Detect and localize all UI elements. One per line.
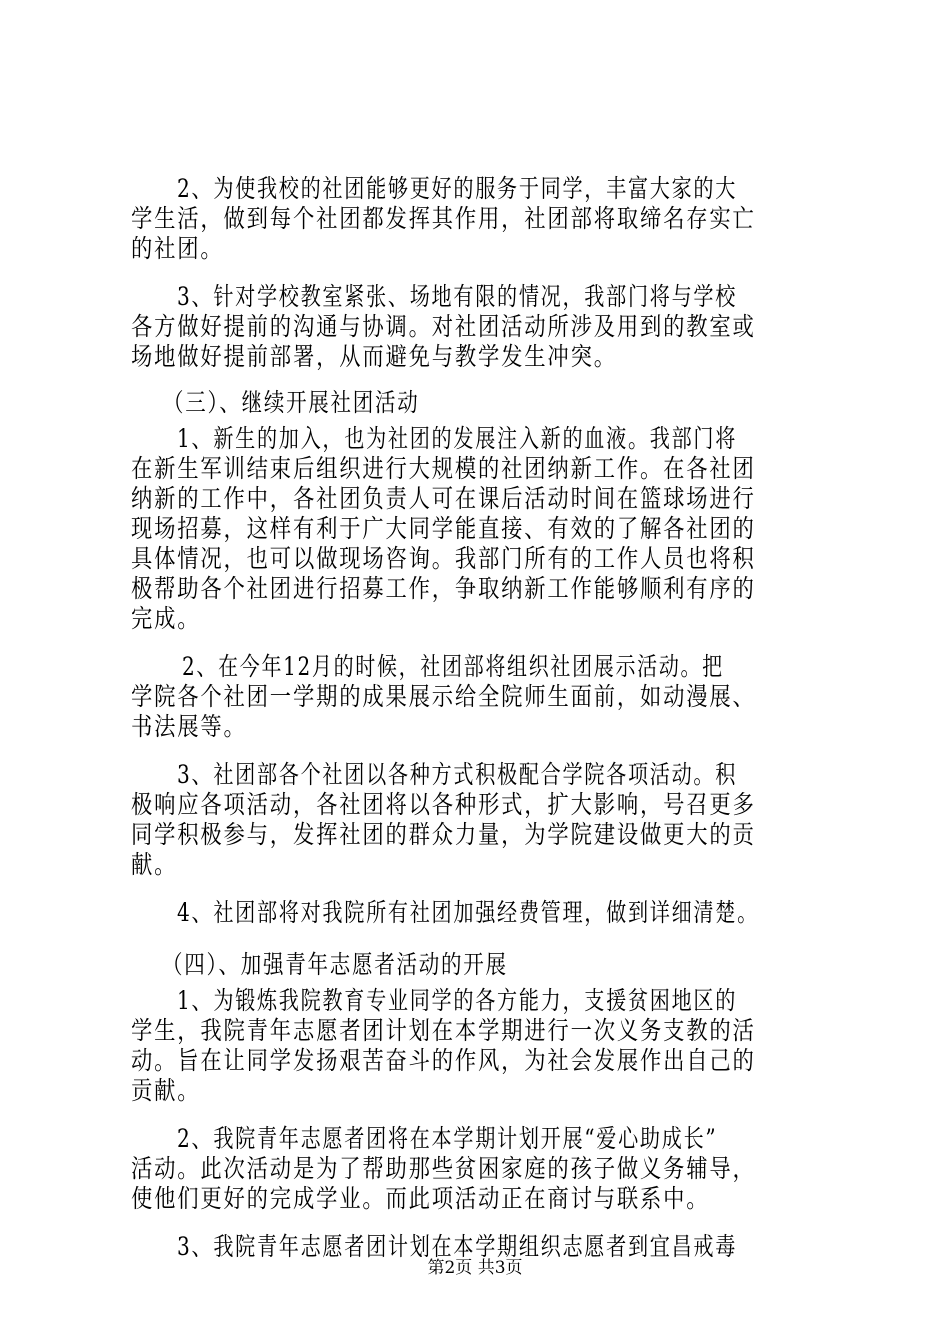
- text-line: 使他们更好的完成学业。而此项活动正在商讨与联系中。: [131, 1184, 710, 1213]
- text-line: 2、在今年12月的时候，社团部将组织社团展示活动。把: [182, 652, 724, 681]
- page-footer: 第2页 共3页: [427, 1258, 523, 1278]
- text-line: （四）、加强青年志愿者活动的开展: [162, 950, 508, 979]
- text-line: 2、我院青年志愿者团将在本学期计划开展“爱心助成长”: [177, 1124, 718, 1153]
- text-line: 学生活，做到每个社团都发挥其作用，社团部将取缔名存实亡: [131, 204, 756, 233]
- text-line: 1、为锻炼我院教育专业同学的各方能力，支援贫困地区的: [177, 986, 738, 1015]
- text-line: 具体情况，也可以做现场咨询。我部门所有的工作人员也将积: [131, 544, 756, 573]
- text-line: 极响应各项活动，各社团将以各种形式，扩大影响，号召更多: [131, 790, 756, 819]
- text-line: 在新生军训结束后组织进行大规模的社团纳新工作。在各社团: [131, 454, 756, 483]
- text-line: 学生，我院青年志愿者团计划在本学期进行一次义务支教的活: [131, 1016, 756, 1045]
- text-line: 书法展等。: [131, 712, 247, 741]
- text-line: 献。: [131, 850, 178, 879]
- text-line: 纳新的工作中，各社团负责人可在课后活动时间在篮球场进行: [131, 484, 756, 513]
- text-line: 4、社团部将对我院所有社团加强经费管理，做到详细清楚。: [177, 898, 759, 927]
- text-line: 学院各个社团一学期的成果展示给全院师生面前，如动漫展、: [131, 682, 756, 711]
- text-line: 动。旨在让同学发扬艰苦奋斗的作风，为社会发展作出自己的: [131, 1046, 756, 1075]
- text-line: 场地做好提前部署，从而避免与教学发生冲突。: [131, 342, 617, 371]
- text-line: 的社团。: [131, 234, 224, 263]
- text-line: 3、我院青年志愿者团计划在本学期组织志愿者到宜昌戒毒: [177, 1232, 738, 1261]
- text-line: 2、为使我校的社团能够更好的服务于同学，丰富大家的大: [177, 174, 738, 203]
- text-line: 3、针对学校教室紧张、场地有限的情况，我部门将与学校: [177, 282, 738, 311]
- text-line: 3、社团部各个社团以各种方式积极配合学院各项活动。积: [177, 760, 738, 789]
- text-line: 极帮助各个社团进行招募工作，争取纳新工作能够顺利有序的: [131, 574, 756, 603]
- text-line: 完成。: [131, 604, 201, 633]
- text-line: 活动。此次活动是为了帮助那些贫困家庭的孩子做义务辅导，: [131, 1154, 756, 1183]
- text-line: 贡献。: [131, 1076, 201, 1105]
- text-line: 1、新生的加入，也为社团的发展注入新的血液。我部门将: [177, 424, 738, 453]
- text-line: 现场招募，这样有利于广大同学能直接、有效的了解各社团的: [131, 514, 756, 543]
- text-line: 各方做好提前的沟通与协调。对社团活动所涉及用到的教室或: [131, 312, 756, 341]
- text-line: （三）、继续开展社团活动: [163, 388, 420, 417]
- text-line: 同学积极参与，发挥社团的群众力量，为学院建设做更大的贡: [131, 820, 756, 849]
